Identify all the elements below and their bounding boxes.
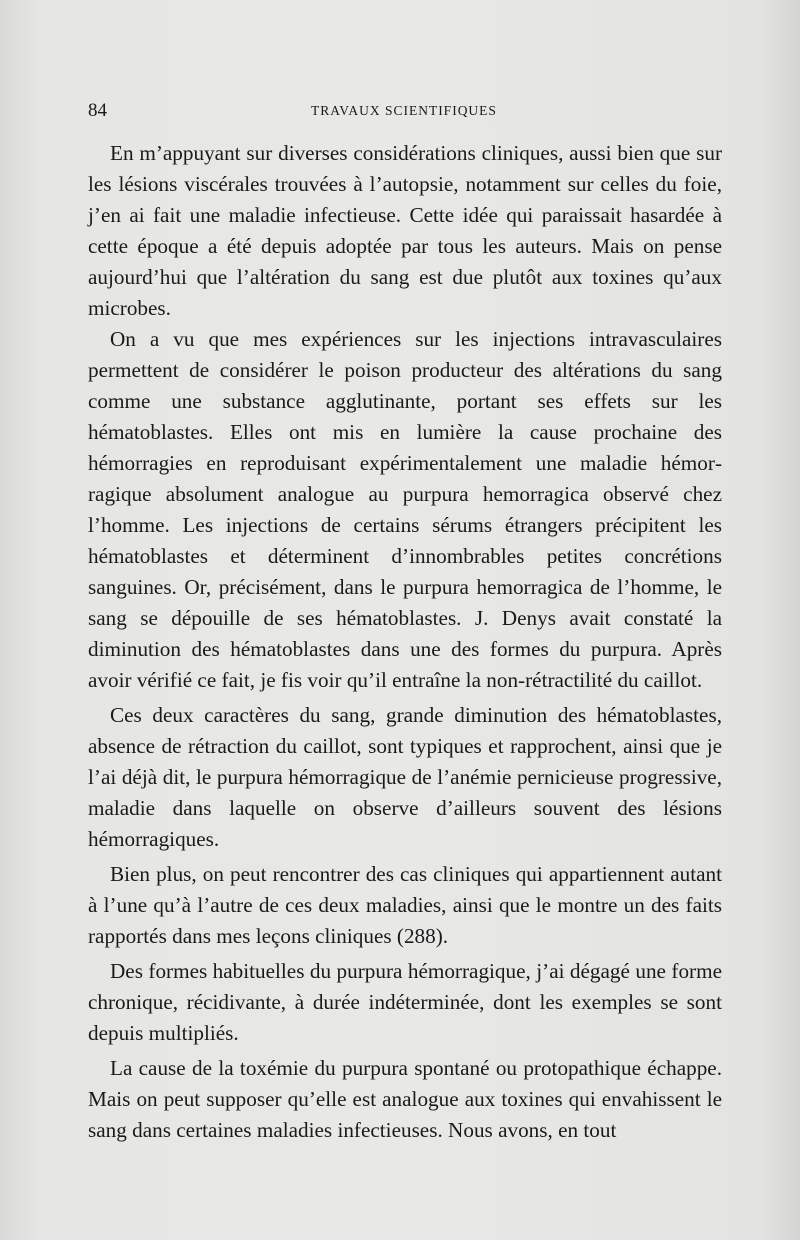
paragraph-3: Ces deux caractères du sang, grande diminution des hématoblastes, absence de rétraction du caillot, sont typiques et rapprochent, ainsi que je l’ai déjà dit, le purpura hémorragique de l’anémie pernicieuse progressive, maladie dans laquelle on observe d’ailleurs souvent des lésions hémorragiques. — [88, 703, 722, 851]
paragraph-4: Bien plus, on peut rencontrer des cas cliniques qui appartiennent autant à l’une qu’à l’autre de ces deux maladies, ainsi que le montre un des faits rapportés dans mes leçons cliniques (288). — [88, 862, 722, 948]
running-head — [88, 100, 720, 126]
paragraph-1: En m’appuyant sur diverses considérations cliniques, aussi bien que sur les lésions viscérales trouvées à l’autopsie, notamment sur celles du foie, j’en ai fait une maladie infectieuse. Cette idée qui paraissait hasardée à cette époque a été depuis adoptée par tous les auteurs. Mais on pense aujourd’hui que l’altération du sang est due plutôt aux toxines qu’aux microbes. — [88, 141, 722, 320]
running-title: TRAVAUX SCIENTIFIQUES — [311, 103, 497, 118]
paragraph-6: La cause de la toxémie du purpura spontané ou protopathique échappe. Mais on peut supposer qu’elle est analogue aux toxines qui envahissent le sang dans certaines maladies infectieuses. Nous avons, en tout — [88, 1056, 722, 1142]
paragraph-2: On a vu que mes expériences sur les injections intravasculaires permettent de considérer le poison producteur des altérations du sang comme une substance agglutinante, portant ses effets sur les hématoblastes. Elles ont mis en lumière la cause prochaine des hémorragies en reproduisant expérimentalement une maladie hémorragique absolument analogue au purpura hemorragica observé chez l’homme. Les injections de certains sérums étrangers précipitent les hématoblastes et déterminent d’innombrables petites concrétions sanguines. Or, précisément, dans le purpura hemorragica de l’homme, le sang se dépouille de ses hématoblastes. J. Denys avait constaté la diminution des hématoblastes dans une des formes du purpura. Après avoir vérifié ce fait, je fis voir qu’il entraîne la non-rétractilité du caillot. — [88, 327, 722, 692]
paragraph-5: Des formes habituelles du purpura hémorragique, j’ai dégagé une forme chronique, récidivante, à durée indéterminée, dont les exemples se sont depuis multipliés. — [88, 959, 722, 1045]
page-number: 84 — [88, 100, 107, 121]
body-text — [88, 138, 722, 1150]
